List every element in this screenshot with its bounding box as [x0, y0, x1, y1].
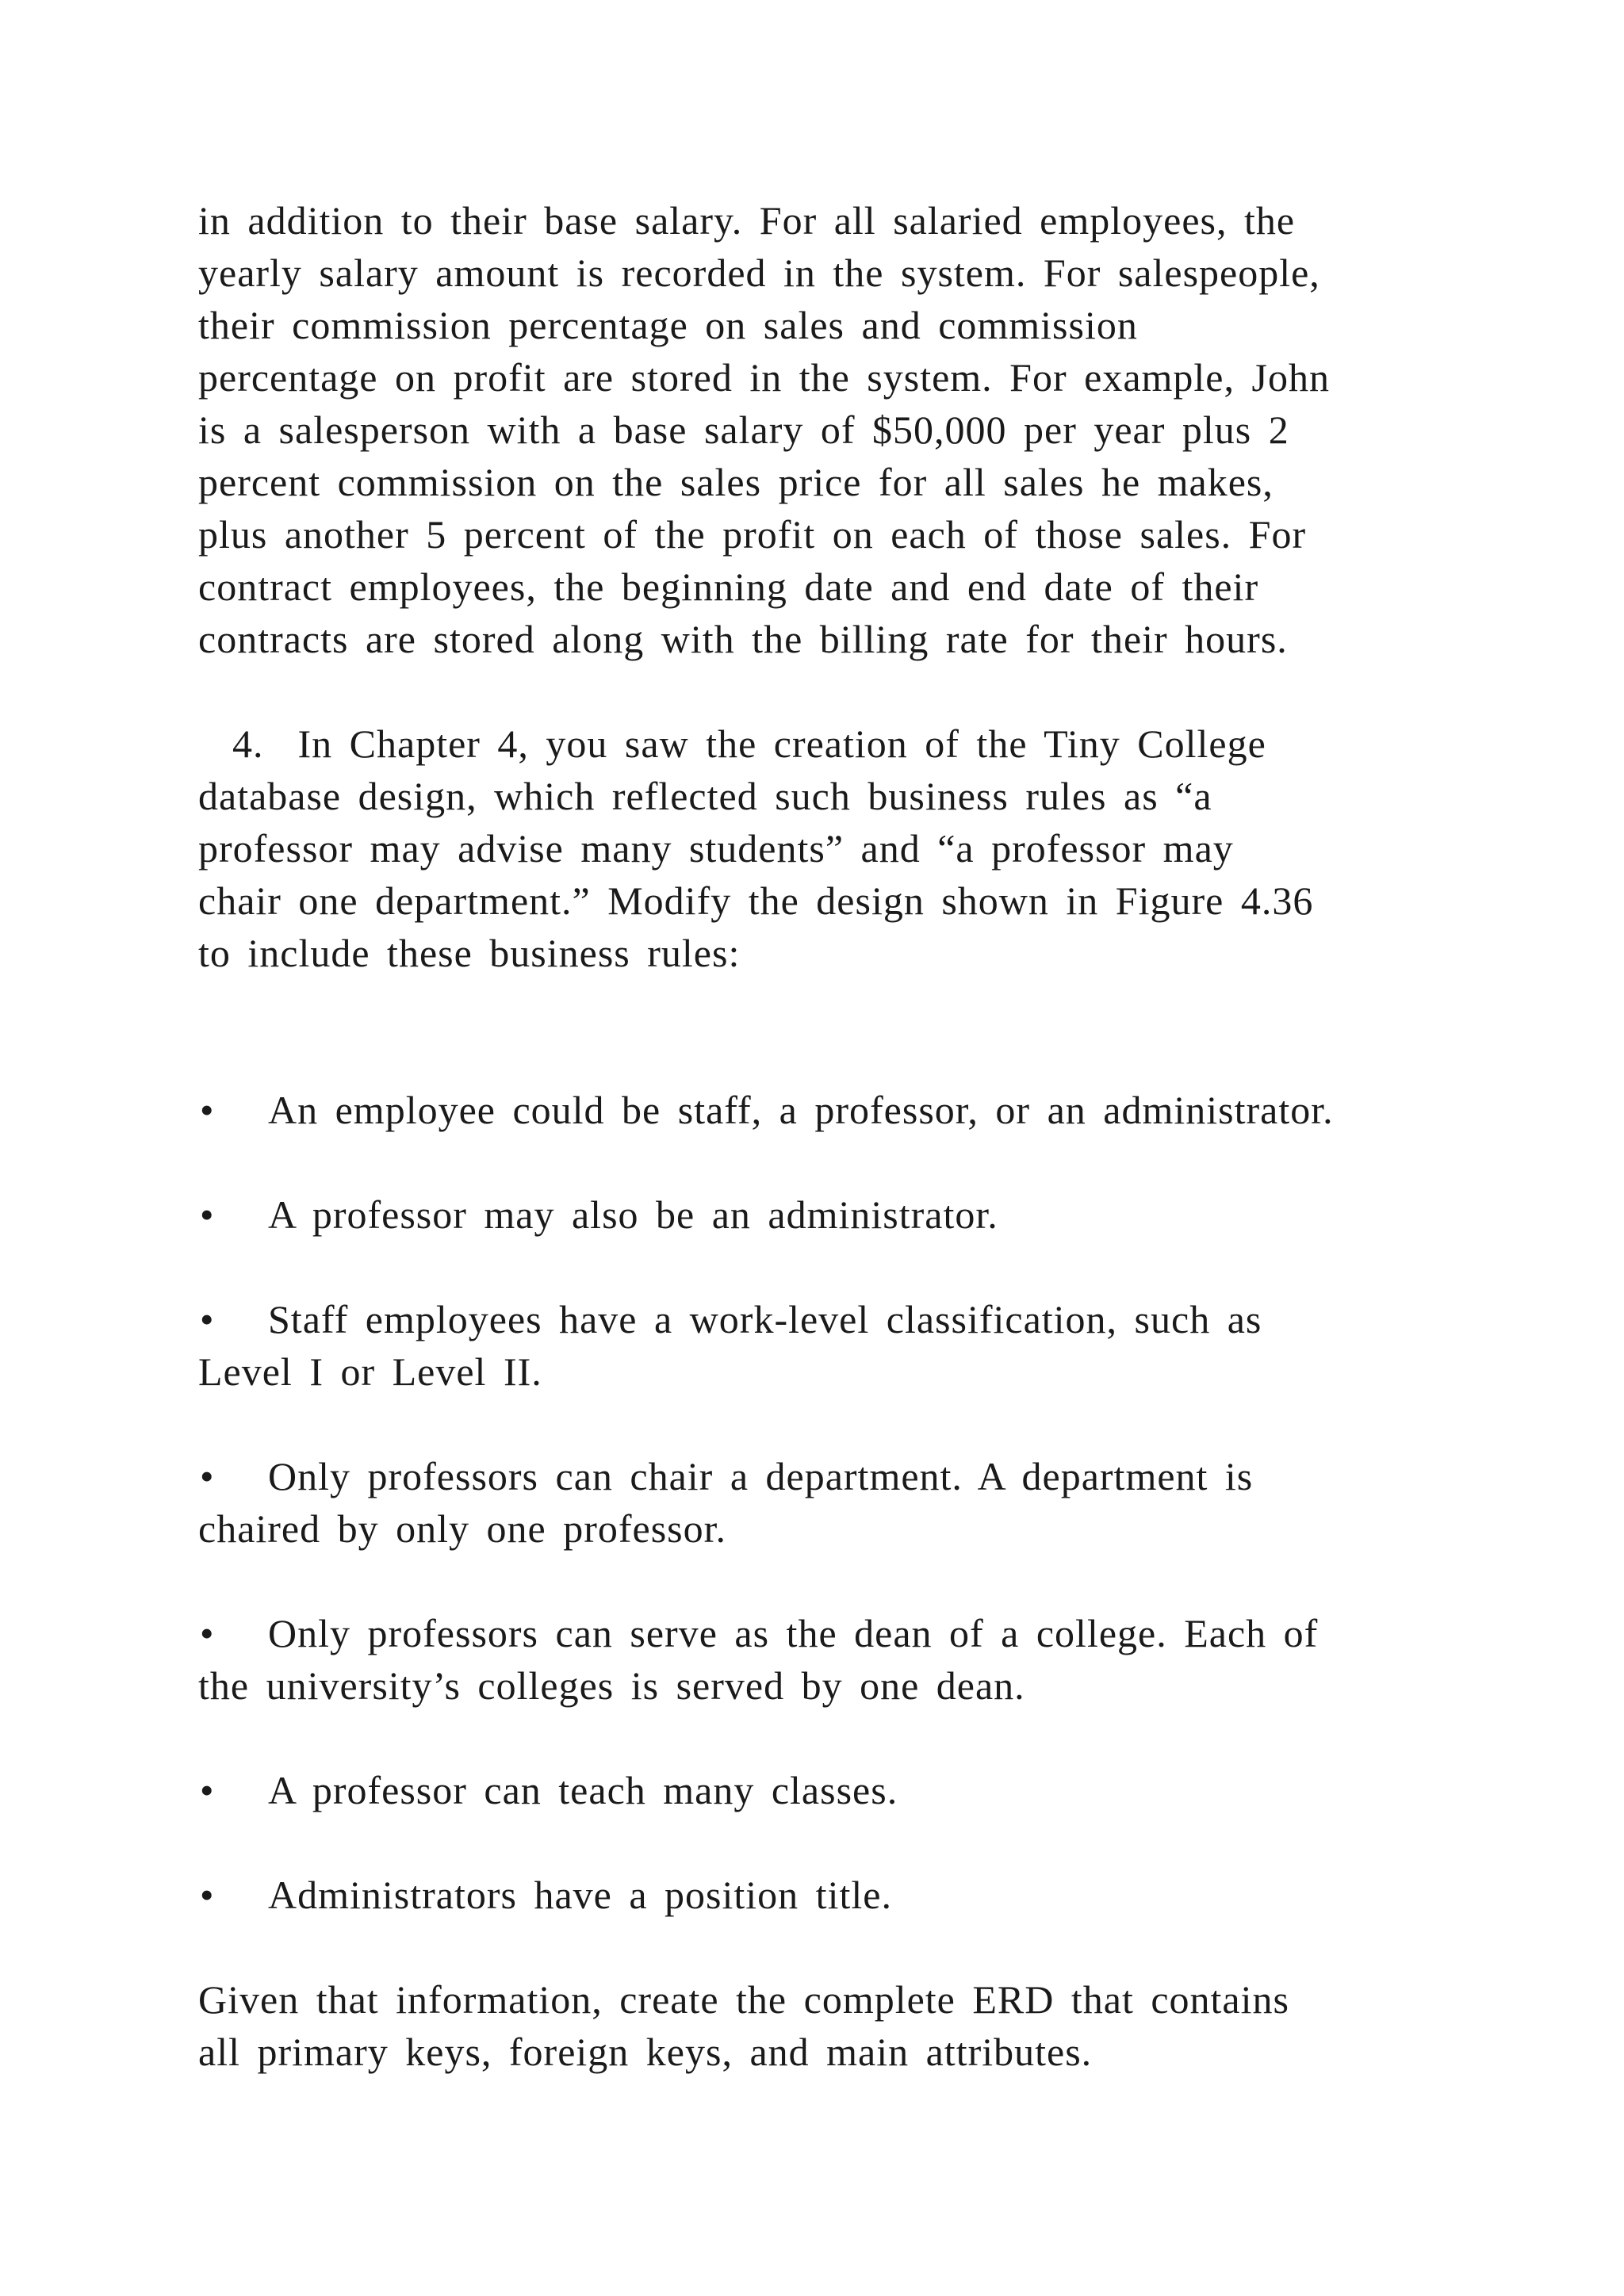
intro-line-6: percent commission on the sales price for all sales he makes, [198, 460, 1274, 504]
rule-7-text: Administrators have a position title. [268, 1873, 892, 1917]
intro-line-5: is a salesperson with a base salary of $50,000 per year plus 2 [198, 408, 1289, 452]
rule-3-continuation: Level I or Level II. [198, 1349, 542, 1394]
intro-line-4: percentage on profit are stored in the system. For example, John [198, 355, 1330, 400]
question-line-5: to include these business rules: [198, 931, 741, 975]
intro-line-8: contract employees, the beginning date and end date of their [198, 564, 1259, 609]
intro-line-9: contracts are stored along with the billing rate for their hours. [198, 617, 1288, 661]
question-line-1: 4. In Chapter 4, you saw the creation of the Tiny College [198, 721, 1266, 766]
question-line-4: chair one department.” Modify the design shown in Figure 4.36 [198, 878, 1314, 923]
rule-4-bullet: • [200, 1454, 214, 1498]
closing-line-2: all primary keys, foreign keys, and main attributes. [198, 2030, 1093, 2074]
rule-4-continuation: chaired by only one professor. [198, 1506, 727, 1551]
rule-1-text: An employee could be staff, a professor, or an administrator. [268, 1088, 1334, 1132]
rule-6-bullet: • [200, 1768, 214, 1812]
rule-3-bullet: • [200, 1297, 214, 1341]
intro-line-3: their commission percentage on sales and commission [198, 303, 1138, 347]
question-line-3: professor may advise many students” and “a professor may [198, 826, 1234, 871]
intro-line-1: in addition to their base salary. For all salaried employees, the [198, 198, 1296, 243]
rule-5-bullet: • [200, 1611, 214, 1655]
rule-3-text: Staff employees have a work-level classification, such as [268, 1297, 1262, 1341]
rule-5-text: Only professors can serve as the dean of a college. Each of [268, 1611, 1319, 1655]
closing-line-1: Given that information, create the complete ERD that contains [198, 1977, 1289, 2022]
rule-2-bullet: • [200, 1192, 214, 1237]
question-line-2: database design, which reflected such business rules as “a [198, 774, 1212, 818]
rule-7-bullet: • [200, 1873, 214, 1917]
intro-line-2: yearly salary amount is recorded in the system. For salespeople, [198, 251, 1320, 295]
rule-1-bullet: • [200, 1088, 214, 1132]
rule-2-text: A professor may also be an administrator. [268, 1192, 998, 1237]
rule-5-continuation: the university’s colleges is served by one dean. [198, 1663, 1025, 1708]
intro-line-7: plus another 5 percent of the profit on each of those sales. For [198, 512, 1307, 557]
rule-6-text: A professor can teach many classes. [268, 1768, 898, 1812]
rule-4-text: Only professors can chair a department. A department is [268, 1454, 1254, 1498]
